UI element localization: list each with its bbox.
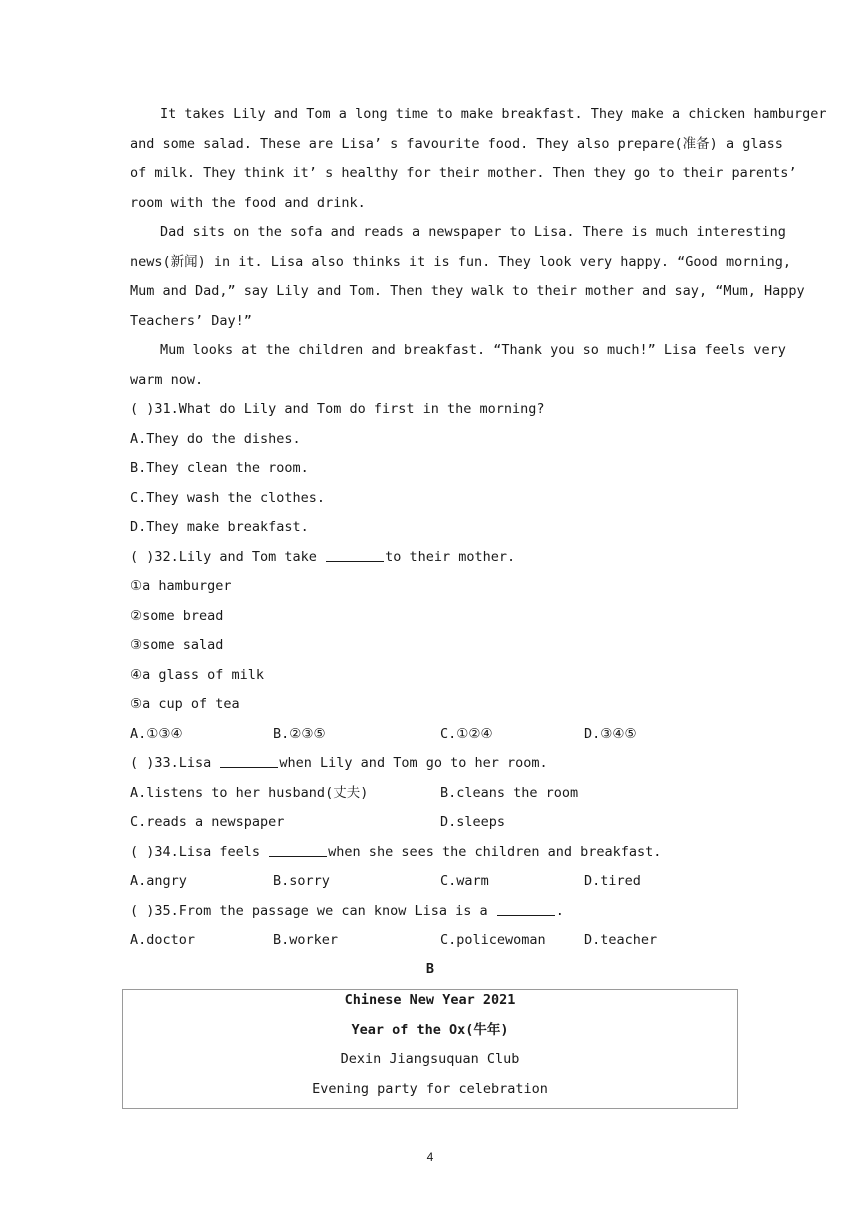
q32-option-a: A.①③④ (130, 725, 183, 742)
question-33-stem (130, 749, 730, 779)
page-number: 4 (426, 1150, 434, 1164)
q31-option-a: A.They do the dishes. (130, 430, 301, 447)
q32-item: ⑤a cup of tea (130, 696, 240, 712)
section-b-label: B (425, 961, 435, 977)
q34-option-b: B.sorry (273, 873, 330, 889)
poster-event: Evening party for celebration (312, 1080, 548, 1097)
passage-line: Mum and Dad,” say Lily and Tom. Then they walk to their mother and say, “Mum, Happy (130, 283, 805, 299)
q34-option-d: D.tired (584, 873, 641, 889)
q33-option-c: C.reads a newspaper (130, 814, 285, 830)
q33-option-a: A.listens to her husband(丈夫) (130, 784, 369, 801)
passage-line: Dad sits on the sofa and reads a newspaper to Lisa. There is much interesting (160, 224, 786, 240)
question-34-stem (130, 838, 730, 868)
poster-title: Chinese New Year 2021 (344, 992, 516, 1008)
passage-line: and some salad. These are Lisa’ s favourite food. They also prepare(准备) a glass (130, 135, 783, 152)
q35-option-d: D.teacher (584, 932, 658, 948)
poster-box (122, 989, 738, 1109)
q32-item: ①a hamburger (130, 578, 232, 594)
q32-option-c: C.①②④ (440, 725, 493, 742)
q32-item: ④a glass of milk (130, 666, 265, 683)
stem-text: ( )34.Lisa feels (130, 843, 269, 860)
answer-blank (497, 901, 555, 916)
stem-text: ( )33.Lisa (130, 755, 220, 771)
q35-option-a: A.doctor (130, 932, 196, 948)
stem-text: to their mother. (385, 548, 516, 565)
answer-blank (220, 753, 278, 768)
passage-line: It takes Lily and Tom a long time to make breakfast. They make a chicken hamburger (160, 106, 827, 122)
passage-line: Mum looks at the children and breakfast. “Thank you so much!” Lisa feels very (160, 342, 786, 358)
q31-option-c: C.They wash the clothes. (130, 489, 326, 506)
q32-option-b: B.②③⑤ (273, 725, 326, 742)
q32-item: ②some bread (130, 607, 224, 624)
stem-text: ( )32.Lily and Tom take (130, 548, 326, 565)
q33-option-b: B.cleans the room (440, 784, 579, 801)
q35-option-c: C.policewoman (440, 932, 546, 948)
stem-text: ( )35.From the passage we can know Lisa is a (130, 902, 496, 919)
q32-option-d: D.③④⑤ (584, 725, 637, 742)
question-35-stem (130, 897, 730, 927)
q34-option-a: A.angry (130, 873, 187, 889)
q34-option-c: C.warm (440, 873, 489, 889)
question-32-stem (130, 543, 730, 573)
q32-item: ③some salad (130, 637, 224, 653)
question-31-stem: ( )31.What do Lily and Tom do first in the morning? (130, 401, 545, 417)
stem-text: when she sees the children and breakfast. (328, 843, 662, 860)
stem-text: when Lily and Tom go to her room. (279, 755, 548, 771)
q35-option-b: B.worker (273, 932, 339, 948)
stem-text: . (555, 902, 564, 919)
passage-line: news(新闻) in it. Lisa also thinks it is fun. They look very happy. “Good morning, (130, 253, 791, 270)
passage-line: Teachers’ Day!” (130, 312, 252, 329)
poster-subtitle: Year of the Ox(牛年) (351, 1021, 509, 1038)
passage-line: of milk. They think it’ s healthy for their mother. Then they go to their parents’ (130, 165, 797, 181)
answer-blank (326, 547, 384, 562)
q31-option-b: B.They clean the room. (130, 460, 309, 476)
passage-line: room with the food and drink. (130, 194, 366, 211)
q33-option-d: D.sleeps (440, 814, 506, 830)
passage-line: warm now. (130, 371, 204, 388)
answer-blank (269, 842, 327, 857)
poster-club: Dexin Jiangsuquan Club (340, 1051, 520, 1067)
q31-option-d: D.They make breakfast. (130, 519, 309, 535)
